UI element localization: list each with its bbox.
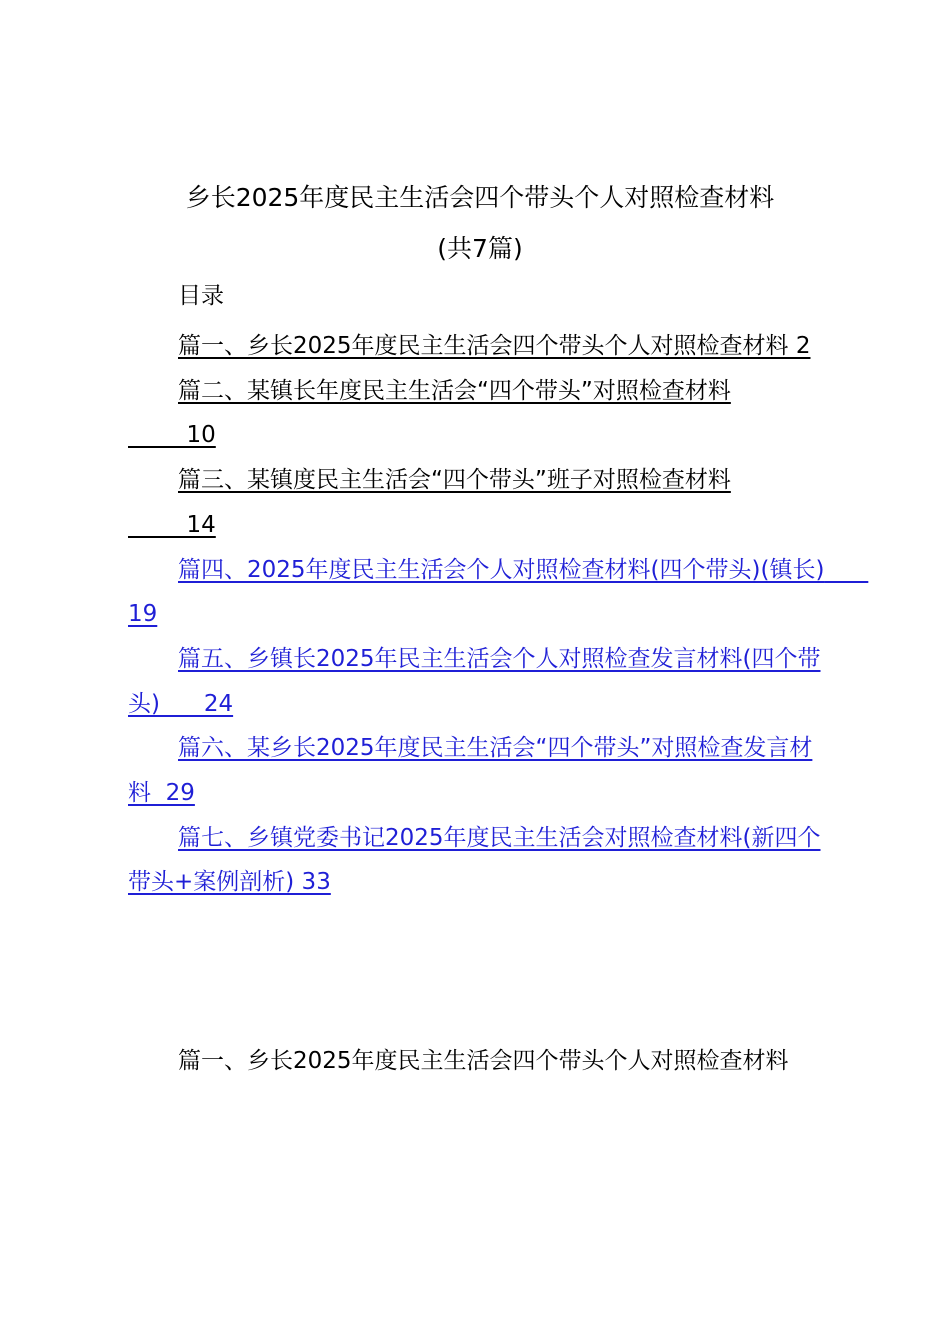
toc-entry-7[interactable]: 篇七、乡镇党委书记2025年度民主生活会对照检查材料(新四个带头+案例剖析) 33 — [128, 824, 821, 896]
toc-entry-4[interactable]: 篇四、2025年度民主生活会个人对照检查材料(四个带头)(镇长) 19 — [128, 556, 869, 628]
table-of-contents — [128, 324, 869, 905]
toc-entry-3[interactable]: 篇三、某镇度民主生活会“四个带头”班子对照检查材料 14 — [178, 467, 731, 538]
toc-entry-5[interactable]: 篇五、乡镇长2025年民主生活会个人对照检查发言材料(四个带头) 24 — [128, 645, 821, 717]
toc-entry-1[interactable]: 篇一、乡长2025年度民主生活会四个带头个人对照检查材料 2 — [178, 333, 811, 359]
toc-heading: 目录 — [178, 283, 224, 309]
toc-entry-6[interactable]: 篇六、某乡长2025年度民主生活会“四个带头”对照检查发言材料 29 — [128, 735, 813, 807]
document-subtitle: (共7篇) — [437, 234, 523, 263]
document-title: 乡长2025年度民主生活会四个带头个人对照检查材料 — [185, 183, 775, 212]
section-heading: 篇一、乡长2025年度民主生活会四个带头个人对照检查材料 — [178, 1048, 789, 1074]
toc-entry-2[interactable]: 篇二、某镇长年度民主生活会“四个带头”对照检查材料 10 — [178, 377, 731, 449]
